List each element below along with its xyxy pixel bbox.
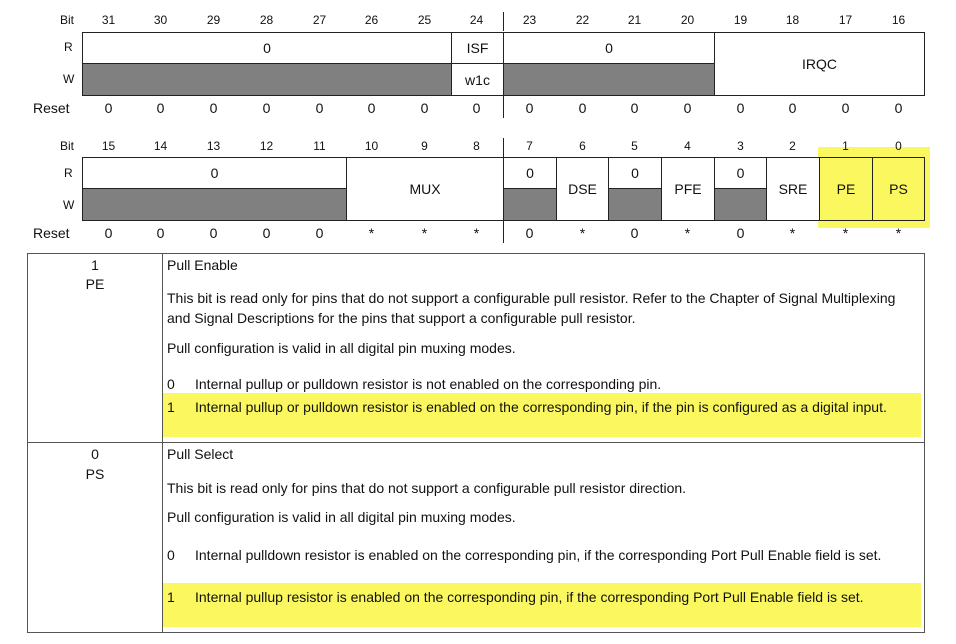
reset-value: 0 — [788, 100, 797, 116]
reset-value: 0 — [420, 100, 429, 116]
bit-row-label: Bit — [60, 139, 75, 153]
bit-number: 19 — [733, 13, 748, 27]
reset-value: 0 — [209, 100, 218, 116]
bit-number: 3 — [737, 139, 744, 153]
reserved-write-field — [82, 188, 347, 221]
reset-value: 0 — [315, 100, 324, 116]
bit-number: 28 — [259, 13, 274, 27]
isf-field — [451, 32, 504, 64]
reset-value: 0 — [315, 225, 324, 241]
bit-number: 5 — [631, 139, 638, 153]
reset-value: * — [368, 225, 375, 241]
bit-number: 31 — [101, 13, 116, 27]
option-key: 1 — [167, 399, 175, 415]
field-description: This bit is read only for pins that do not support a configurable pull resistor. Refer to the Chapter of Signal Multiplexing and Signal Descriptions for the pins that support a configurable pull resistor. — [167, 290, 896, 326]
sre-field — [766, 157, 820, 221]
bit-number: 26 — [364, 13, 379, 27]
reset-value: 0 — [104, 100, 113, 116]
reset-value: 0 — [156, 100, 165, 116]
reset-value: * — [789, 225, 796, 241]
reserved-write-field — [503, 63, 715, 96]
bit-number: 10 — [364, 139, 379, 153]
reset-value: 0 — [630, 225, 639, 241]
bit-number: 20 — [680, 13, 695, 27]
field-description: This bit is read only for pins that do not support a configurable pull resistor direction. — [167, 480, 687, 496]
bit-number: 22 — [575, 13, 590, 27]
bit-number: 21 — [627, 13, 642, 27]
field-name: PS — [889, 181, 908, 197]
bit-number: 25 — [417, 13, 432, 27]
field-value: 0 — [526, 165, 534, 181]
bit-number: 23 — [522, 13, 537, 27]
bit-number: 12 — [259, 139, 274, 153]
reset-value: 0 — [156, 225, 165, 241]
reset-value: 0 — [894, 100, 903, 116]
reserved-read-field — [503, 32, 715, 64]
bit-number: 6 — [579, 139, 586, 153]
field-name: IRQC — [802, 56, 837, 72]
reset-value: 0 — [736, 225, 745, 241]
reserved-read-field — [82, 32, 452, 64]
read-row-label: R — [64, 40, 73, 54]
field-bit-index: 0 — [91, 446, 99, 462]
option-text: Internal pullup or pulldown resistor is not enabled on the corresponding pin. — [195, 376, 662, 392]
reserved-write-field — [82, 63, 452, 96]
reset-value: 0 — [367, 100, 376, 116]
reserved-read-field — [714, 157, 767, 189]
bit-divider — [503, 96, 504, 118]
field-name: PE — [85, 276, 105, 292]
bit-number: 24 — [469, 13, 484, 27]
reset-value: * — [421, 225, 428, 241]
reset-value: * — [473, 225, 480, 241]
bit-number: 15 — [101, 139, 116, 153]
field-name: ISF — [466, 40, 489, 56]
field-bit-index: 1 — [91, 257, 99, 273]
reset-value: 0 — [683, 100, 692, 116]
bit-number: 0 — [895, 139, 902, 153]
table-row-divider — [27, 442, 925, 443]
table-column-divider — [162, 253, 163, 633]
field-name: PE — [836, 181, 856, 197]
reset-value: * — [895, 225, 902, 241]
option-key: 0 — [167, 376, 175, 392]
write-row-label: W — [63, 72, 75, 86]
option-key: 1 — [167, 589, 175, 605]
field-title: Pull Select — [167, 446, 234, 462]
bit-number: 1 — [842, 139, 849, 153]
reset-value: 0 — [262, 225, 271, 241]
option-text: Internal pulldown resistor is enabled on the corresponding pin, if the corresponding Port Pull Enable field is set. — [195, 547, 882, 563]
pe-field — [819, 157, 873, 221]
field-name: PFE — [674, 181, 702, 197]
bit-number: 9 — [421, 139, 428, 153]
isf-w1c-field — [451, 63, 504, 96]
field-name: PS — [85, 466, 105, 482]
bit-number: 18 — [785, 13, 800, 27]
reset-value: * — [842, 225, 849, 241]
bit-number: 14 — [153, 139, 168, 153]
field-name: SRE — [778, 181, 808, 197]
reset-row-label: Reset — [33, 100, 70, 116]
reserved-read-field — [608, 157, 662, 189]
option-text: Internal pullup resistor is enabled on the corresponding pin, if the corresponding Port Pull Enable field is set. — [195, 589, 864, 605]
mux-field — [346, 157, 504, 221]
field-description: Pull configuration is valid in all digital pin muxing modes. — [167, 340, 516, 356]
reset-value: 0 — [736, 100, 745, 116]
option-text: Internal pullup or pulldown resistor is enabled on the corresponding pin, if the pin is configured as a digital input. — [195, 399, 887, 415]
reset-value: 0 — [841, 100, 850, 116]
bit-divider — [503, 221, 504, 243]
reset-value: 0 — [525, 225, 534, 241]
reserved-read-field — [82, 157, 347, 189]
bit-number: 2 — [789, 139, 796, 153]
reset-value: 0 — [104, 225, 113, 241]
reset-value: 0 — [630, 100, 639, 116]
bit-number: 29 — [206, 13, 221, 27]
reserved-write-field — [714, 188, 767, 221]
reset-value: * — [684, 225, 691, 241]
reset-row-label: Reset — [33, 225, 70, 241]
write-row-label: W — [63, 198, 75, 212]
field-value: 0 — [263, 40, 271, 56]
reserved-read-field — [503, 157, 557, 189]
field-value: 0 — [605, 40, 613, 56]
field-name: DSE — [568, 181, 597, 197]
bit-number: 11 — [313, 139, 326, 153]
bit-number: 7 — [526, 139, 533, 153]
field-name: MUX — [409, 181, 441, 197]
bit-divider — [503, 12, 504, 31]
read-row-label: R — [64, 166, 73, 180]
field-description: Pull configuration is valid in all digital pin muxing modes. — [167, 509, 516, 525]
ps-field — [872, 157, 925, 221]
reset-value: 0 — [472, 100, 481, 116]
reset-value: 0 — [578, 100, 587, 116]
bit-number: 16 — [891, 13, 906, 27]
bit-number: 4 — [684, 139, 691, 153]
irqc-field — [714, 32, 925, 96]
reserved-write-field — [503, 188, 557, 221]
field-value: 0 — [736, 165, 745, 181]
reserved-write-field — [608, 188, 662, 221]
field-value: 0 — [631, 165, 639, 181]
bit-row-label: Bit — [60, 13, 75, 27]
bit-divider — [503, 138, 504, 157]
reset-value: 0 — [209, 225, 218, 241]
reset-value: * — [579, 225, 586, 241]
reset-value: 0 — [262, 100, 271, 116]
field-access: w1c — [465, 71, 490, 88]
field-title: Pull Enable — [167, 257, 238, 273]
bit-number: 17 — [838, 13, 853, 27]
pfe-field — [661, 157, 715, 221]
field-value: 0 — [210, 165, 219, 181]
bit-number: 13 — [206, 139, 221, 153]
bit-number: 27 — [312, 13, 327, 27]
option-key: 0 — [167, 547, 175, 563]
reset-value: 0 — [525, 100, 534, 116]
bit-number: 30 — [153, 13, 168, 27]
bit-number: 8 — [473, 139, 480, 153]
dse-field — [556, 157, 609, 221]
